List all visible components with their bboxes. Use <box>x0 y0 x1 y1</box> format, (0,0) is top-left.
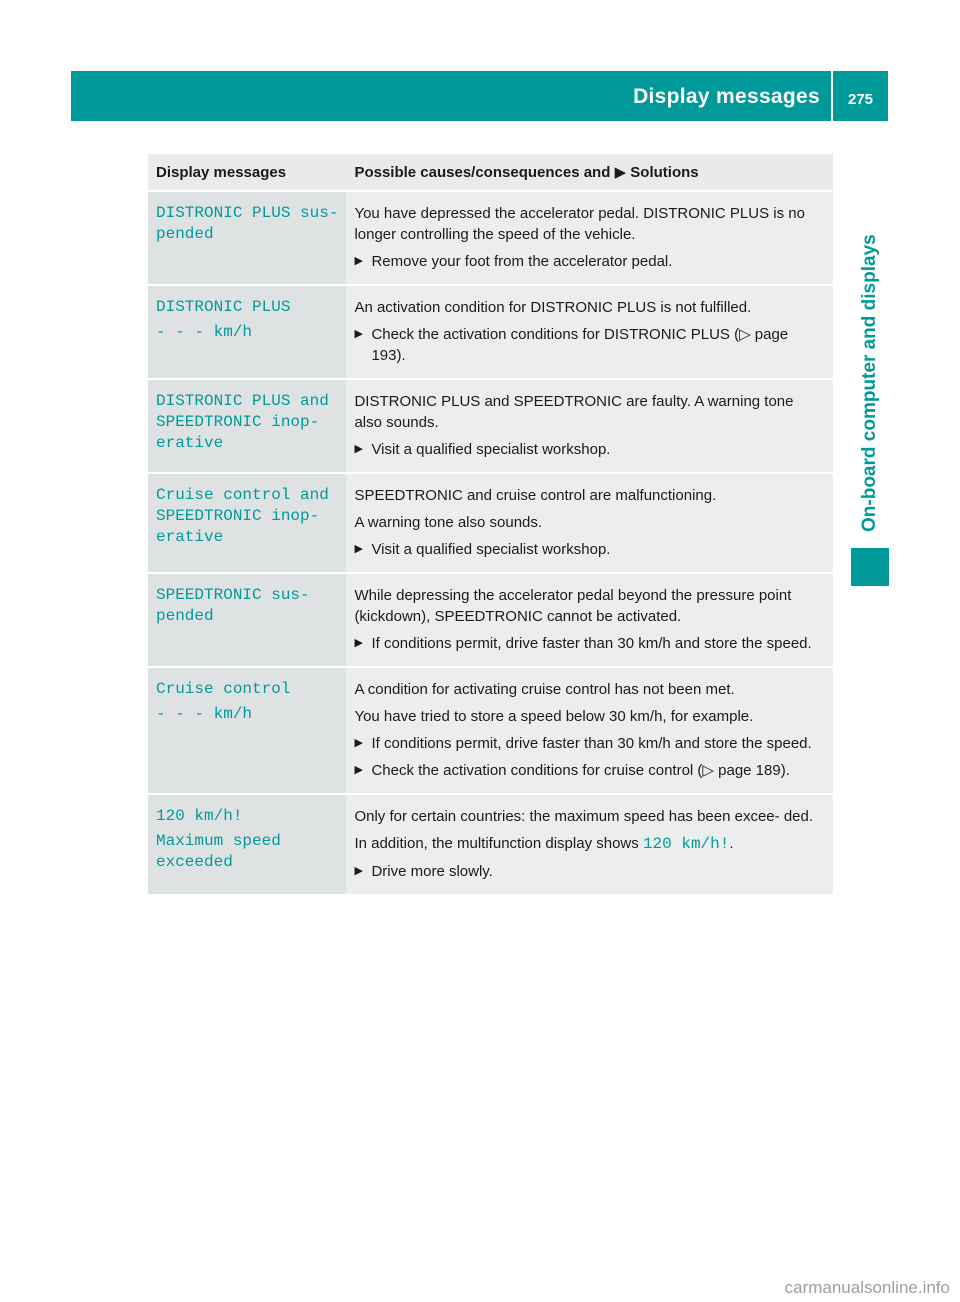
message-line: - - - km/h <box>156 323 253 341</box>
cause-text: An activation condition for DISTRONIC PLUS is not fulfilled. <box>354 299 752 316</box>
display-message <box>148 794 346 894</box>
solution-step <box>354 733 825 754</box>
cause-text: SPEEDTRONIC and cruise control are malfunctioning. <box>354 487 717 504</box>
display-message <box>148 573 346 667</box>
cause-text: Only for certain countries: the maximum speed has been excee‐ ded. <box>354 808 814 825</box>
step-text: Visit a qualified specialist workshop. <box>371 541 611 558</box>
arrow-icon: ▶ <box>354 328 363 340</box>
solution-step <box>354 539 825 560</box>
arrow-icon: ▶ <box>354 255 363 267</box>
message-line: - - - km/h <box>156 705 253 723</box>
message-line: 120 km/h! <box>156 807 243 825</box>
display-message <box>148 191 346 285</box>
arrow-icon: ▶ <box>614 163 627 181</box>
solution-cell <box>346 191 833 285</box>
message-line: DISTRONIC PLUS and <box>156 392 329 410</box>
column-header-solutions <box>346 154 833 191</box>
solution-cell <box>346 794 833 894</box>
solution-step <box>354 633 825 654</box>
solution-step <box>354 439 825 460</box>
display-message <box>148 285 346 379</box>
step-text: Check the activation conditions for DISTRONIC PLUS (▷ page 193). <box>371 326 789 364</box>
cause-text-part: In addition, the multifunction display shows <box>354 835 639 852</box>
display-messages-table <box>148 154 833 894</box>
solution-cell <box>346 667 833 794</box>
message-line: DISTRONIC PLUS sus‐ <box>156 204 339 222</box>
step-text: Check the activation conditions for cruise control (▷ page 189). <box>371 762 790 779</box>
chapter-tab-label: On-board computer and displays <box>859 234 880 532</box>
step-text: If conditions permit, drive faster than 30 km/h and store the speed. <box>371 735 812 752</box>
arrow-icon: ▶ <box>354 443 363 455</box>
step-text: Drive more slowly. <box>371 863 493 880</box>
display-message <box>148 473 346 573</box>
arrow-icon: ▶ <box>354 637 363 649</box>
arrow-icon: ▶ <box>354 865 363 877</box>
message-line: Maximum speed <box>156 832 281 850</box>
table-row <box>148 285 833 379</box>
arrow-icon: ▶ <box>354 737 363 749</box>
section-title: Display messages <box>633 85 820 108</box>
column-header-messages: Display messages <box>148 154 346 191</box>
chapter-marker <box>851 548 889 586</box>
page-header <box>71 71 888 121</box>
step-text: Remove your foot from the accelerator pedal. <box>371 253 673 270</box>
table-row <box>148 379 833 473</box>
message-line: pended <box>156 225 214 243</box>
solution-step <box>354 324 825 366</box>
table-row <box>148 573 833 667</box>
cause-text: While depressing the accelerator pedal beyond the pressure point (kickdown), SPEEDTRONIC cannot be activated. <box>354 587 792 625</box>
column-header-text: Possible causes/consequences and <box>354 163 611 181</box>
chapter-tab <box>851 160 889 540</box>
cause-text <box>354 833 825 855</box>
cause-text: You have depressed the accelerator pedal. DISTRONIC PLUS is no longer controlling the speed of the vehicle. <box>354 205 805 243</box>
solution-step <box>354 251 825 272</box>
solution-step <box>354 861 825 882</box>
display-message <box>148 379 346 473</box>
message-line: exceeded <box>156 853 233 871</box>
display-message <box>148 667 346 794</box>
cause-text: A condition for activating cruise control has not been met. <box>354 681 735 698</box>
message-line: Cruise control and <box>156 486 329 504</box>
message-line: SPEEDTRONIC inop‐ <box>156 507 320 525</box>
message-line: pended <box>156 607 214 625</box>
solution-step <box>354 760 825 781</box>
table-row <box>148 667 833 794</box>
message-line: SPEEDTRONIC inop‐ <box>156 413 320 431</box>
table-row <box>148 794 833 894</box>
watermark: carmanualsonline.info <box>784 1278 950 1297</box>
step-text: If conditions permit, drive faster than 30 km/h and store the speed. <box>371 635 812 652</box>
solution-cell <box>346 379 833 473</box>
cause-text: DISTRONIC PLUS and SPEEDTRONIC are faulty. A warning tone also sounds. <box>354 393 794 431</box>
message-line: Cruise control <box>156 680 291 698</box>
message-line: erative <box>156 434 224 452</box>
cause-text: A warning tone also sounds. <box>354 514 543 531</box>
table-header-row <box>148 154 833 191</box>
step-text: Visit a qualified specialist workshop. <box>371 441 611 458</box>
cause-text: You have tried to store a speed below 30 km/h, for example. <box>354 708 754 725</box>
display-readout: 120 km/h! <box>642 835 730 853</box>
arrow-icon: ▶ <box>354 764 363 776</box>
message-line: DISTRONIC PLUS <box>156 298 291 316</box>
arrow-icon: ▶ <box>354 543 363 555</box>
cause-text-part: . <box>729 835 734 852</box>
solution-cell <box>346 473 833 573</box>
message-line: SPEEDTRONIC sus‐ <box>156 586 310 604</box>
solution-cell <box>346 285 833 379</box>
message-line: erative <box>156 528 224 546</box>
page-number: 275 <box>847 91 874 108</box>
table-row <box>148 191 833 285</box>
solution-cell <box>346 573 833 667</box>
table-row <box>148 473 833 573</box>
column-header-solutions-label: Solutions <box>630 163 699 181</box>
